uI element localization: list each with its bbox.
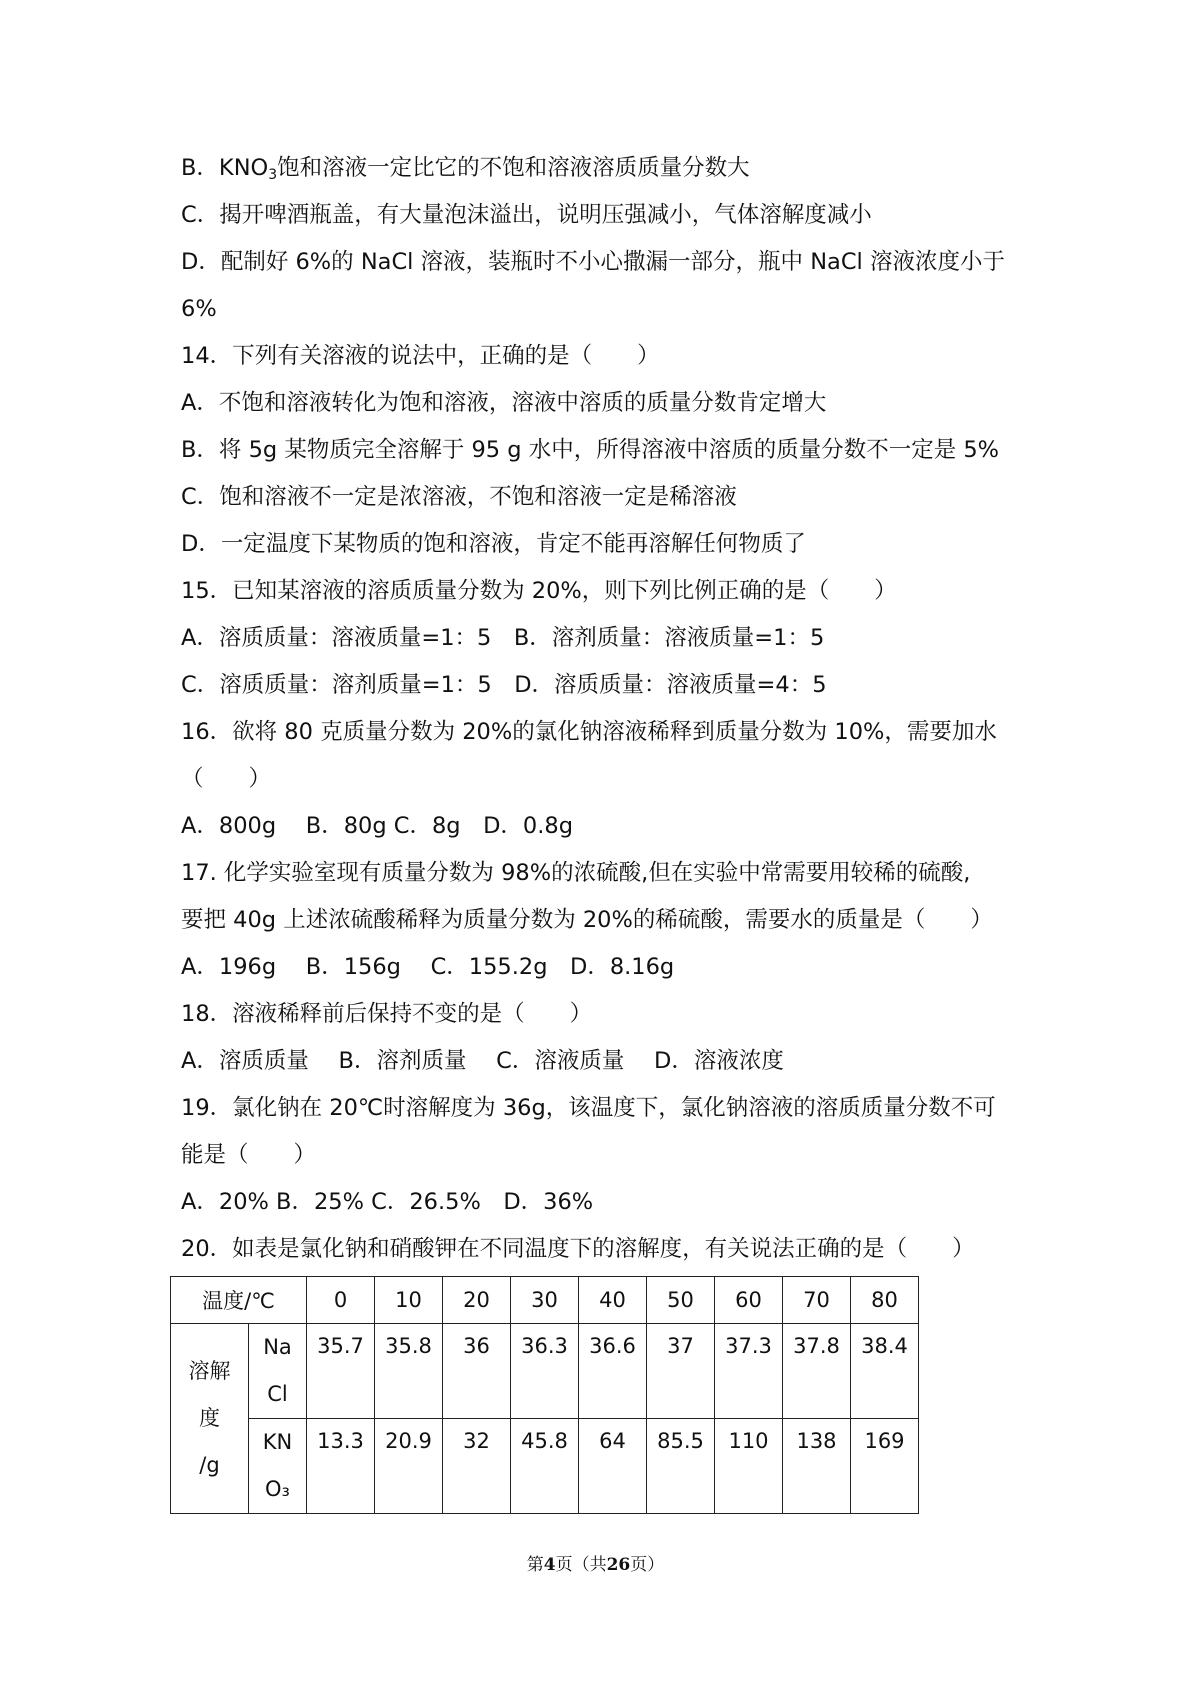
table-cell: 85.5 <box>647 1419 715 1514</box>
table-cell: 20.9 <box>375 1419 443 1514</box>
table-cell: 10 <box>375 1277 443 1324</box>
table-cell: 60 <box>715 1277 783 1324</box>
table-cell: 35.7 <box>307 1324 375 1419</box>
table-cell: 36.3 <box>511 1324 579 1419</box>
table-cell: 20 <box>443 1277 511 1324</box>
question-16: 16．欲将 80 克质量分数为 20%的氯化钠溶液稀释到质量分数为 10%，需要加水 <box>181 719 997 745</box>
question-17-cont: 要把 40g 上述浓硫酸稀释为质量分数为 20%的稀硫酸，需要水的质量是（ ） <box>181 907 993 933</box>
table-row-nacl <box>171 1324 919 1419</box>
table-cell: 110 <box>715 1419 783 1514</box>
table-cell: 80 <box>851 1277 919 1324</box>
table-cell: 138 <box>783 1419 851 1514</box>
table-cell: 50 <box>647 1277 715 1324</box>
table-cell: 45.8 <box>511 1419 579 1514</box>
question-15: 15．已知某溶液的溶质质量分数为 20%，则下列比例正确的是（ ） <box>181 578 897 604</box>
table-cell: 32 <box>443 1419 511 1514</box>
option-14a: A．不饱和溶液转化为饱和溶液，溶液中溶质的质量分数肯定增大 <box>181 390 827 416</box>
options-19: A．20% B．25% C．26.5% D．36% <box>181 1189 594 1215</box>
page-footer: 第4页（共26页） <box>526 1555 665 1575</box>
option-14d: D．一定温度下某物质的饱和溶液，肯定不能再溶解任何物质了 <box>181 531 806 557</box>
table-cell: 37.3 <box>715 1324 783 1419</box>
nacl-label: Na Cl <box>249 1324 307 1419</box>
table-cell: 36 <box>443 1324 511 1419</box>
table-cell: 36.6 <box>579 1324 647 1419</box>
table-cell: 30 <box>511 1277 579 1324</box>
table-cell: 0 <box>307 1277 375 1324</box>
table-cell: 38.4 <box>851 1324 919 1419</box>
table-cell: 64 <box>579 1419 647 1514</box>
question-16-cont: （ ） <box>181 766 272 792</box>
options-15ab: A．溶质质量：溶液质量=1：5 B．溶剂质量：溶液质量=1：5 <box>181 625 825 651</box>
option-13c: C．揭开啤酒瓶盖，有大量泡沫溢出，说明压强减小，气体溶解度减小 <box>181 202 872 228</box>
question-18: 18．溶液稀释前后保持不变的是（ ） <box>181 1001 593 1027</box>
options-15cd: C．溶质质量：溶剂质量=1：5 D．溶质质量：溶液质量=4：5 <box>181 672 827 698</box>
solubility-label: 溶解 度 /g <box>171 1324 249 1514</box>
question-14: 14．下列有关溶液的说法中，正确的是（ ） <box>181 343 660 369</box>
solubility-table <box>170 1276 919 1514</box>
options-16: A．800g B．80g C．8g D．0.8g <box>181 813 573 839</box>
table-cell: 37.8 <box>783 1324 851 1419</box>
temperature-header: 温度/℃ <box>171 1277 307 1324</box>
table-cell: 35.8 <box>375 1324 443 1419</box>
option-13d-cont: 6% <box>181 296 217 322</box>
question-17: 17. 化学实验室现有质量分数为 98%的浓硫酸,但在实验中常需要用较稀的硫酸, <box>181 860 971 886</box>
question-19: 19．氯化钠在 20℃时溶解度为 36g，该温度下，氯化钠溶液的溶质质量分数不可 <box>181 1095 996 1121</box>
table-cell: 40 <box>579 1277 647 1324</box>
table-cell: 169 <box>851 1419 919 1514</box>
table-row-kno3 <box>171 1419 919 1514</box>
kno3-label: KN O₃ <box>249 1419 307 1514</box>
option-14b: B．将 5g 某物质完全溶解于 95 g 水中，所得溶液中溶质的质量分数不一定是 5% <box>181 437 1000 463</box>
option-13d: D．配制好 6%的 NaCl 溶液，装瓶时不小心撒漏一部分，瓶中 NaCl 溶液浓度小于 <box>181 249 1005 275</box>
table-cell: 13.3 <box>307 1419 375 1514</box>
options-18: A．溶质质量 B．溶剂质量 C．溶液质量 D．溶液浓度 <box>181 1048 784 1074</box>
options-17: A．196g B．156g C．155.2g D．8.16g <box>181 954 675 980</box>
question-19-cont: 能是（ ） <box>181 1142 317 1168</box>
table-cell: 70 <box>783 1277 851 1324</box>
option-14c: C．饱和溶液不一定是浓溶液，不饱和溶液一定是稀溶液 <box>181 484 737 510</box>
question-20: 20．如表是氯化钠和硝酸钾在不同温度下的溶解度，有关说法正确的是（ ） <box>181 1236 975 1262</box>
table-header-row <box>171 1277 919 1324</box>
table-cell: 37 <box>647 1324 715 1419</box>
option-13b: B．$KNO_3$饱和溶液一定比它的不饱和溶液溶质质量分数大 <box>181 155 750 183</box>
